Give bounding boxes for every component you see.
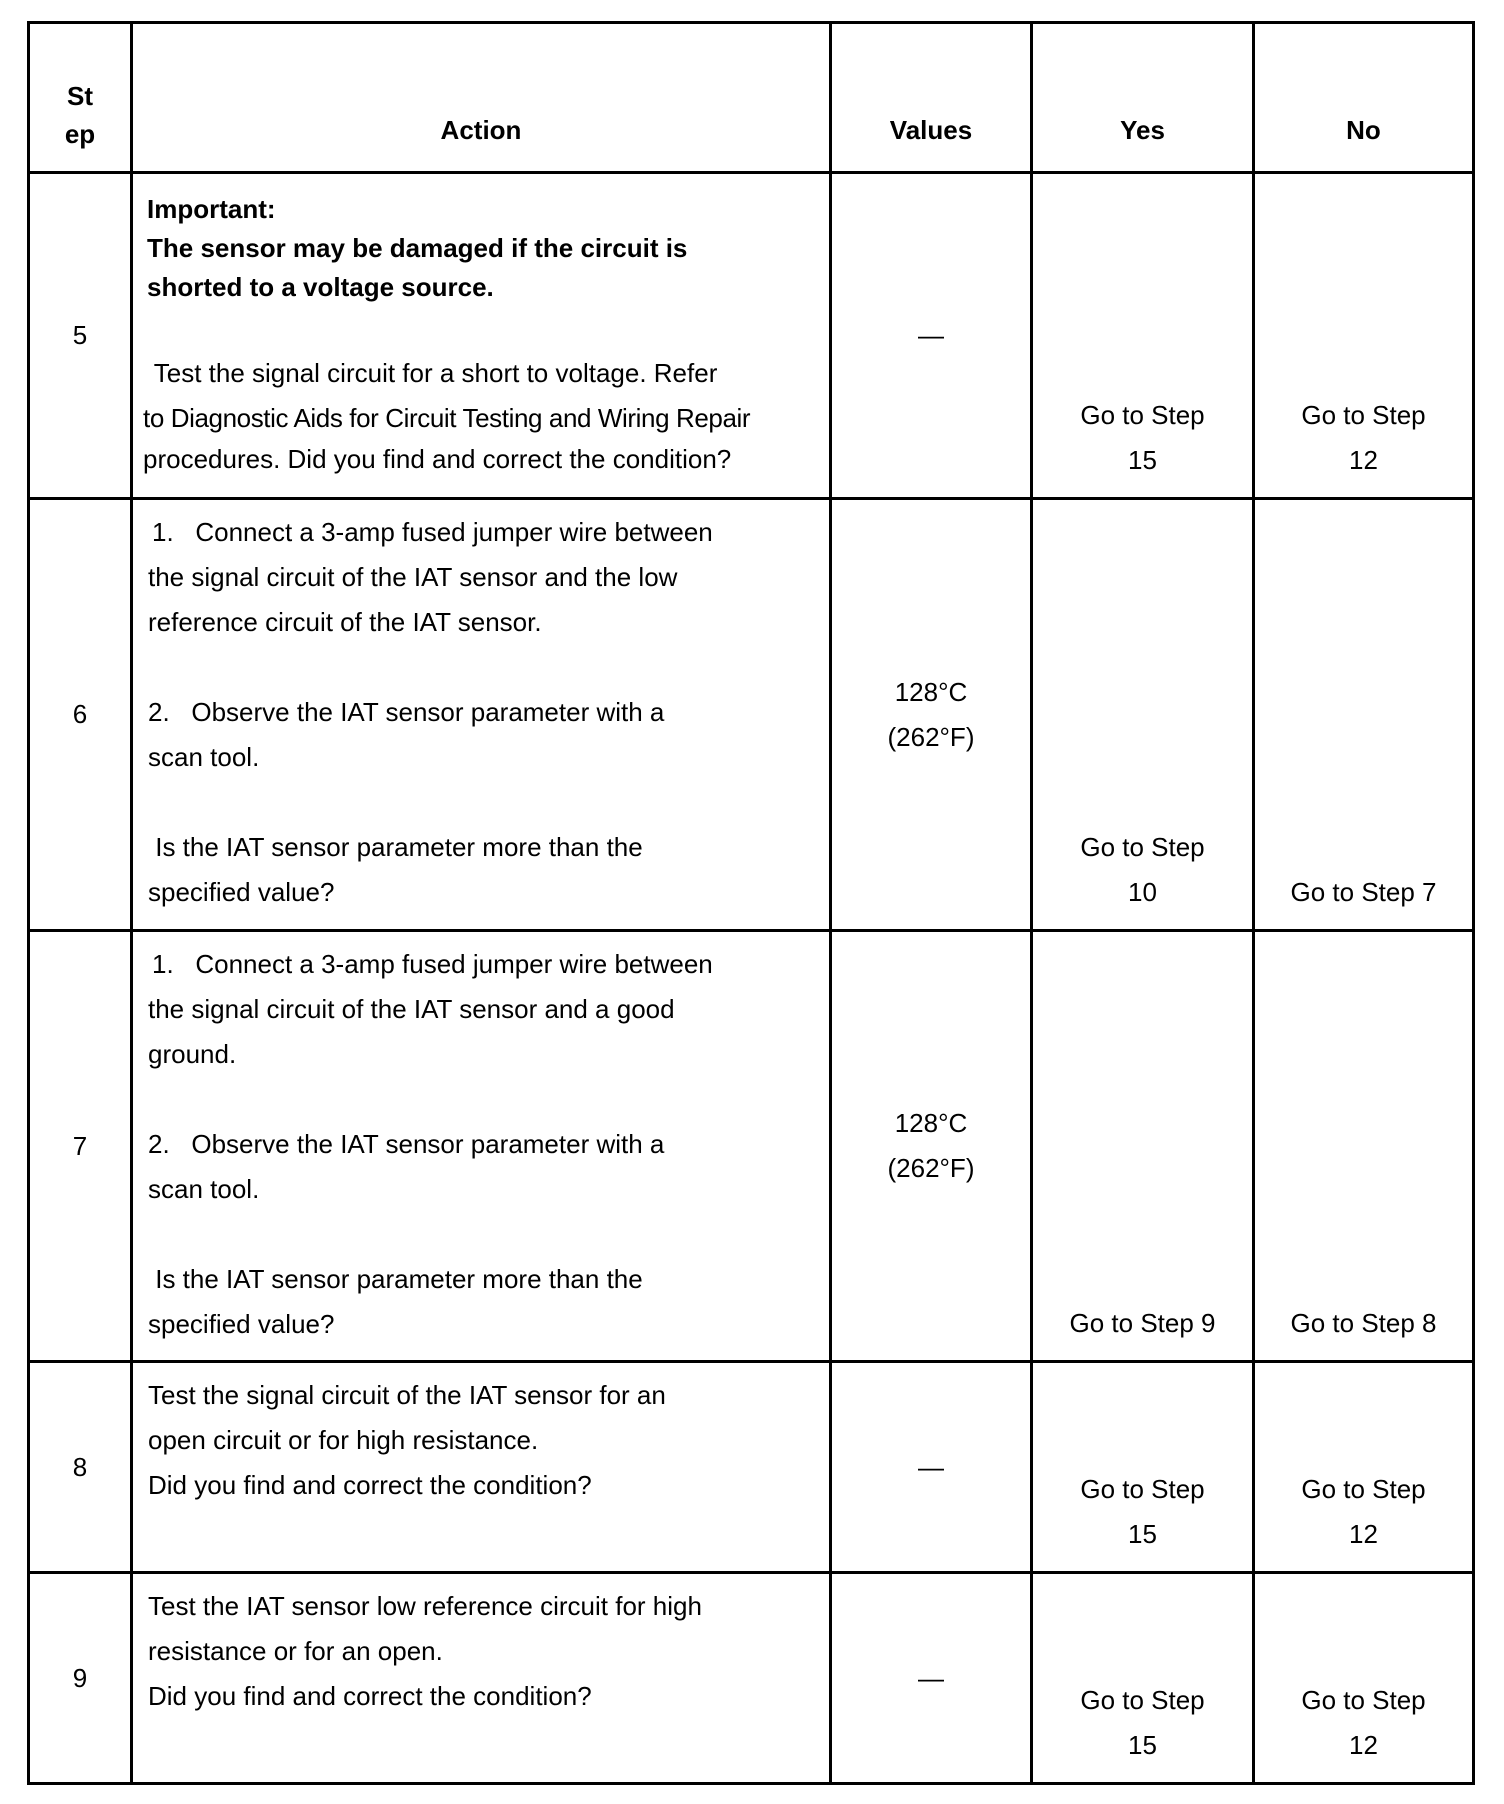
action-cell [133, 174, 829, 497]
action-line: Test the IAT sensor low reference circuit for high [148, 1591, 702, 1621]
action-line: Is the IAT sensor parameter more than the [148, 1264, 643, 1294]
yes-cell: Go to Step 15 [1080, 1685, 1205, 1760]
value-cell [832, 174, 1030, 497]
value-dash: — [918, 320, 944, 350]
important-label: Important: [147, 194, 276, 224]
value-cell [832, 1363, 1030, 1571]
action-line: the signal circuit of the IAT sensor and the low [148, 562, 678, 592]
action-line: open circuit or for high resistance. [148, 1425, 539, 1455]
header-step-line2: ep [64, 119, 96, 149]
no-cell: Go to Step 12 [1301, 1685, 1426, 1760]
action-cell [133, 1574, 829, 1782]
action-line: reference circuit of the IAT sensor. [148, 607, 542, 637]
action-line: resistance or for an open. [148, 1636, 443, 1666]
yes-cell: Go to Step 9 [1069, 1308, 1216, 1338]
header-action: Action [440, 115, 522, 145]
value-dash: — [918, 1662, 944, 1693]
value-cell [832, 500, 1030, 929]
action-line: Test the signal circuit for a short to voltage. Refer [147, 358, 718, 388]
action-cell [133, 1363, 829, 1571]
yes-cell: Go to Step 10 [1080, 832, 1205, 907]
step-number: 5 [72, 320, 88, 350]
value-cell [832, 932, 1030, 1360]
action-line: specified value? [148, 877, 335, 907]
table-border-bottom [27, 1782, 1475, 1785]
action-line: the signal circuit of the IAT sensor and a good [148, 994, 675, 1024]
important-text: The sensor may be damaged if the circuit is [147, 233, 688, 263]
action-line: 1. Connect a 3-amp fused jumper wire between [152, 949, 713, 979]
action-cell [133, 932, 829, 1360]
action-line: procedures. Did you find and correct the condition? [143, 444, 732, 474]
no-cell: Go to Step 7 [1290, 877, 1437, 907]
value-celsius: 128°C [894, 1108, 968, 1138]
action-line: ground. [148, 1039, 237, 1069]
step-number: 6 [72, 699, 88, 729]
header-step-line1: St [67, 81, 93, 111]
action-line: to Diagnostic Aids for Circuit Testing and Wiring Repair [143, 403, 751, 433]
important-text: shorted to a voltage source. [147, 272, 494, 302]
action-line: 1. Connect a 3-amp fused jumper wire between [152, 517, 713, 547]
no-cell: Go to Step 8 [1290, 1308, 1437, 1338]
value-cell [832, 1574, 1030, 1782]
yes-cell: Go to Step 15 [1080, 1474, 1205, 1549]
header-values: Values [889, 115, 973, 145]
action-cell [133, 500, 829, 929]
step-number: 7 [72, 1130, 88, 1161]
action-line: scan tool. [148, 1174, 260, 1204]
action-line: Did you find and correct the condition? [148, 1470, 592, 1500]
value-fahrenheit: (262°F) [887, 721, 975, 752]
action-line: scan tool. [148, 742, 260, 772]
action-line: 2. Observe the IAT sensor parameter with a [148, 697, 665, 727]
action-line: Did you find and correct the condition? [148, 1681, 592, 1711]
table-border-right [1472, 21, 1475, 1785]
action-line: Is the IAT sensor parameter more than the [148, 832, 643, 862]
header-yes: Yes [1120, 115, 1165, 145]
action-line: Test the signal circuit of the IAT sensor for an [148, 1380, 666, 1410]
no-cell: Go to Step 12 [1301, 1474, 1426, 1549]
step-number: 9 [72, 1662, 88, 1693]
action-line: specified value? [148, 1309, 335, 1339]
header-no: No [1346, 115, 1381, 145]
value-dash: — [918, 1451, 944, 1482]
step-number: 8 [72, 1451, 88, 1482]
no-cell: Go to Step 12 [1301, 400, 1426, 475]
value-celsius: 128°C [894, 676, 968, 707]
header-step [30, 24, 130, 171]
value-fahrenheit: (262°F) [887, 1153, 975, 1183]
yes-cell: Go to Step 15 [1080, 400, 1205, 475]
action-line: 2. Observe the IAT sensor parameter with a [148, 1129, 665, 1159]
